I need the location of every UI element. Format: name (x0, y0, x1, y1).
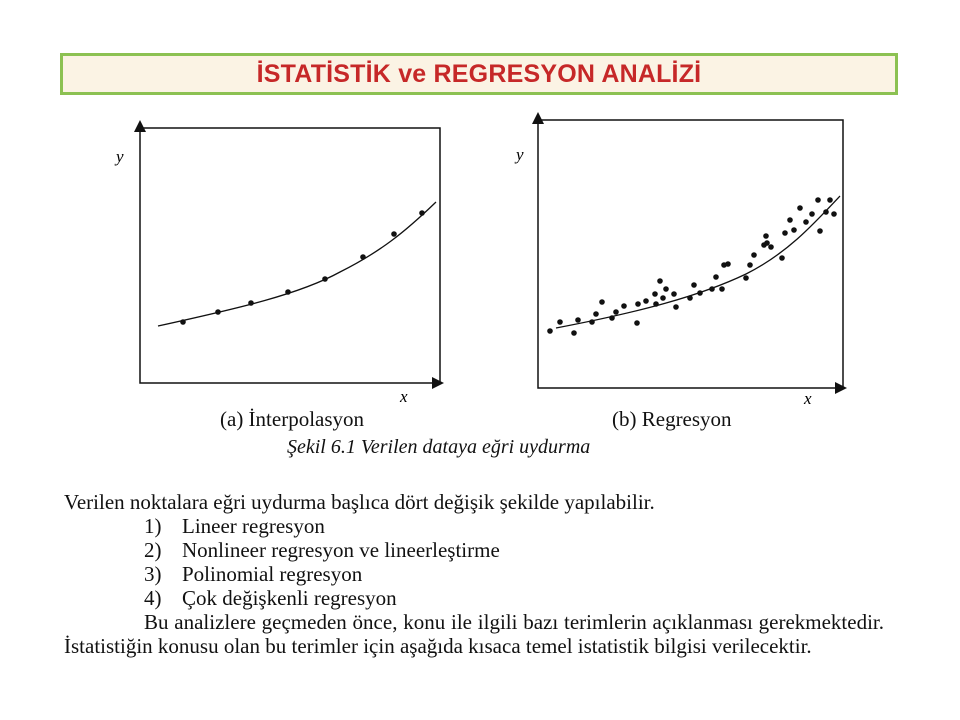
panel-b-data-point (547, 328, 553, 334)
figure-caption: Şekil 6.1 Verilen dataya eğri uydurma (287, 436, 591, 458)
list-item-label: Polinomial regresyon (182, 562, 363, 586)
panel-b-data-point (747, 262, 753, 268)
panel-a-data-point (180, 319, 186, 325)
panel-a-y-arrow (134, 120, 146, 132)
list-item-label: Nonlineer regresyon ve lineerleştirme (182, 538, 500, 562)
panel-b-data-point (719, 286, 725, 292)
list-item-number: 4) (144, 586, 162, 610)
panel-b-data-point (817, 228, 823, 234)
panel-b-data-point (823, 209, 829, 215)
panel-a-data-point (360, 254, 366, 260)
panel-a-x-label: x (400, 387, 408, 406)
panel-b-plot (514, 112, 847, 408)
panel-b-data-point (671, 291, 677, 297)
panel-b-data-point (751, 252, 757, 258)
panel-a-caption: (a) İnterpolasyon (220, 407, 365, 431)
panel-b-data-point (803, 219, 809, 225)
panel-b-data-point (557, 319, 563, 325)
list-item-label: Lineer regresyon (182, 514, 325, 538)
panel-b-data-point (635, 301, 641, 307)
panel-b-data-point (831, 211, 837, 217)
intro-sentence: Verilen noktalara eğri uydurma başlıca dört değişik şekilde yapılabilir. (64, 490, 655, 514)
panel-a-x-arrow (432, 377, 444, 389)
panel-b-data-point (652, 291, 658, 297)
panel-b-data-point (791, 227, 797, 233)
list-item (64, 586, 884, 610)
panel-a-curve (158, 202, 436, 326)
list-item-number: 3) (144, 562, 162, 586)
panel-a-data-point (248, 300, 254, 306)
panel-b-points (547, 197, 837, 336)
panel-b-data-point (809, 211, 815, 217)
panel-a-data-point (419, 210, 425, 216)
panel-a-y-label: y (116, 147, 124, 166)
body-text (64, 490, 884, 658)
panel-b-data-point (609, 315, 615, 321)
panel-b-data-point (657, 278, 663, 284)
panel-b-data-point (643, 298, 649, 304)
panel-b-data-point (815, 197, 821, 203)
panel-b-data-point (764, 240, 770, 246)
panel-b-data-point (687, 295, 693, 301)
panel-b-data-point (782, 230, 788, 236)
panel-a-data-point (391, 231, 397, 237)
list-item-number: 1) (144, 514, 162, 538)
panel-b-data-point (634, 320, 640, 326)
panel-b-data-point (713, 274, 719, 280)
panel-a-data-point (322, 276, 328, 282)
list-item (64, 514, 884, 538)
panel-b-data-point (763, 233, 769, 239)
list-item-label: Çok değişkenli regresyon (182, 586, 397, 610)
page-title: İSTATİSTİK ve REGRESYON ANALİZİ (256, 59, 702, 88)
panel-b-data-point (589, 319, 595, 325)
panel-b-data-point (660, 295, 666, 301)
panel-b-data-point (571, 330, 577, 336)
panel-b-data-point (593, 311, 599, 317)
panel-b-data-point (691, 282, 697, 288)
panel-b-x-label: x (804, 389, 812, 408)
panel-b-frame (538, 120, 843, 388)
panel-b-y-arrow (532, 112, 544, 124)
list-item (64, 538, 884, 562)
panel-b-data-point (621, 303, 627, 309)
panel-b-y-label: y (516, 145, 524, 164)
panel-b-data-point (827, 197, 833, 203)
panel-b-data-point (787, 217, 793, 223)
list-item (64, 562, 884, 586)
panel-a-data-point (215, 309, 221, 315)
panel-a-plot (114, 120, 444, 406)
panel-b-data-point (653, 301, 659, 307)
panel-a-points (180, 210, 425, 325)
panel-b-caption: (b) Regresyon (612, 407, 732, 431)
panel-b-data-point (673, 304, 679, 310)
panel-b-data-point (779, 255, 785, 261)
panel-b-data-point (797, 205, 803, 211)
panel-b-data-point (575, 317, 581, 323)
panel-b-data-point (599, 299, 605, 305)
panel-b-data-point (768, 244, 774, 250)
list-item-number: 2) (144, 538, 162, 562)
panel-b-data-point (613, 309, 619, 315)
panel-b-curve (556, 196, 840, 328)
panel-b-data-point (663, 286, 669, 292)
body-paragraph: Bu analizlere geçmeden önce, konu ile ilgili bazı terimlerin açıklanması gerekmektedir. İstatistiğin konusu olan bu terimler için aşağıda kısaca temel istatistik bilgisi verilecektir. (64, 610, 884, 658)
panel-b-data-point (709, 286, 715, 292)
panel-b-data-point (725, 261, 731, 267)
panel-b-data-point (697, 290, 703, 296)
panel-b-data-point (743, 275, 749, 281)
panel-a-data-point (285, 289, 291, 295)
panel-b-x-arrow (835, 382, 847, 394)
panel-a-frame (140, 128, 440, 383)
